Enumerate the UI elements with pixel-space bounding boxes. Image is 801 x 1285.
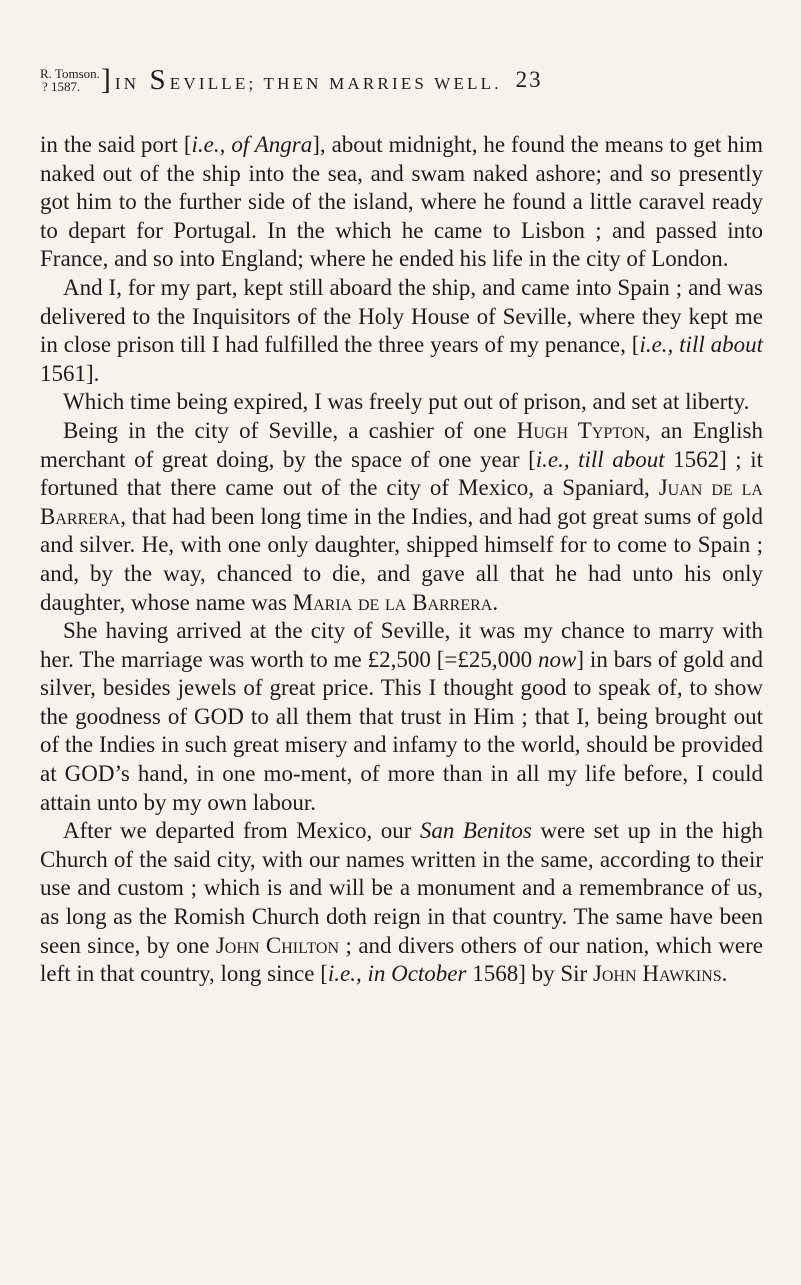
side-note: [40, 63, 111, 96]
running-head-initial: S: [149, 63, 170, 96]
text-run: ; and divers others of our nation, which were left in that country, long since [: [40, 932, 763, 987]
small-caps-name: Maria de la Barrera: [292, 589, 493, 615]
text-run: She having arrived at the city of Seville, it was my chance to marry with her. The marriage was worth to me £2,500 [=£25,000: [40, 618, 763, 672]
italic-text: i.e., in October: [327, 961, 467, 987]
paragraph: [40, 274, 763, 388]
running-head-prefix: IN: [114, 73, 140, 93]
paragraph: [40, 388, 763, 417]
paragraph: [40, 131, 763, 274]
text-run: 1568] by Sir: [466, 961, 593, 987]
text-run: 1561].: [40, 360, 100, 386]
text-run: in the said port [: [40, 132, 192, 157]
running-head-rest: EVILLE; THEN MARRIES WELL.: [169, 73, 502, 93]
small-caps-name: John Hawkins: [592, 961, 722, 987]
text-run: And I, for my part, kept still aboard the ship, and came into Spain ; and was delivered to the Inquisitors of the Holy House of Seville, where they kept me in close prison till I had fulfilled the three years of my penance, [: [40, 274, 763, 358]
text-run: 1562] ; it fortuned that there came out of the city of Mexico, a Spaniard,: [40, 446, 763, 501]
italic-text: now: [538, 646, 577, 672]
running-head-title: [115, 64, 502, 97]
text-run: .: [492, 589, 499, 615]
text-run: Which time being expired, I was freely put out of prison, and set at liberty.: [63, 389, 750, 415]
body-text: [40, 131, 763, 989]
italic-text: i.e., till about: [535, 446, 665, 472]
side-note-bracket: ]: [100, 63, 111, 96]
small-caps-name: Juan de la Barrera: [40, 475, 763, 529]
small-caps-name: John Chilton: [215, 932, 340, 958]
italic-text: i.e., till about: [639, 332, 763, 358]
text-run: .: [721, 961, 728, 987]
text-run: Being in the city of Seville, a cashier of one: [63, 417, 517, 443]
text-run: After we departed from Mexico, our: [63, 818, 420, 844]
side-note-author: R. Tomson.: [40, 66, 100, 81]
side-note-year: ? 1587.: [42, 79, 81, 94]
small-caps-name: Hugh Typton: [516, 417, 645, 443]
italic-text: i.e.,: [191, 132, 226, 157]
italic-text: of Angra: [231, 132, 313, 157]
running-head: [40, 58, 763, 102]
paragraph: [40, 417, 763, 617]
page-number: 23: [515, 67, 543, 92]
paragraph: [40, 817, 763, 989]
text-run: ], about midnight, he found the means to get him naked out of the ship into the sea, and swam naked ashore; and so presently got him to the further side of the island, where he found a little caravel ready to depart for Portugal. In the which he came to Lisbon ; and passed into France, and so into England; where he ended his life in the city of London.: [40, 132, 764, 272]
text-run: , that had been long time in the Indies, and had got great sums of gold and silver. He, with one only daughter, shipped himself for to come to Spain ; and, by the way, chanced to die, and gave all that he had unto his only daughter, whose name was: [40, 503, 763, 615]
text-run: were set up in the high Church of the said city, with our names written in the same, according to their use and custom ; which is and will be a monument and a remembrance of us, as long as the Romish Church doth reign in that country. The same have been seen since, by one: [40, 818, 763, 958]
text-run: , an English merchant of great doing, by the space of one year [: [40, 417, 763, 472]
italic-text: San Benitos: [419, 818, 532, 844]
paragraph: [40, 617, 763, 817]
text-run: ] in bars of gold and silver, besides jewels of great price. This I thought good to speak of, to show the goodness of GOD to all them that trust in Him ; that I, being brought out of the Indies in such great misery and infamy to the world, should be provided at GOD’s hand, in one mo-ment, of more than in all my life before, I could attain unto by my own labour.: [40, 646, 763, 815]
